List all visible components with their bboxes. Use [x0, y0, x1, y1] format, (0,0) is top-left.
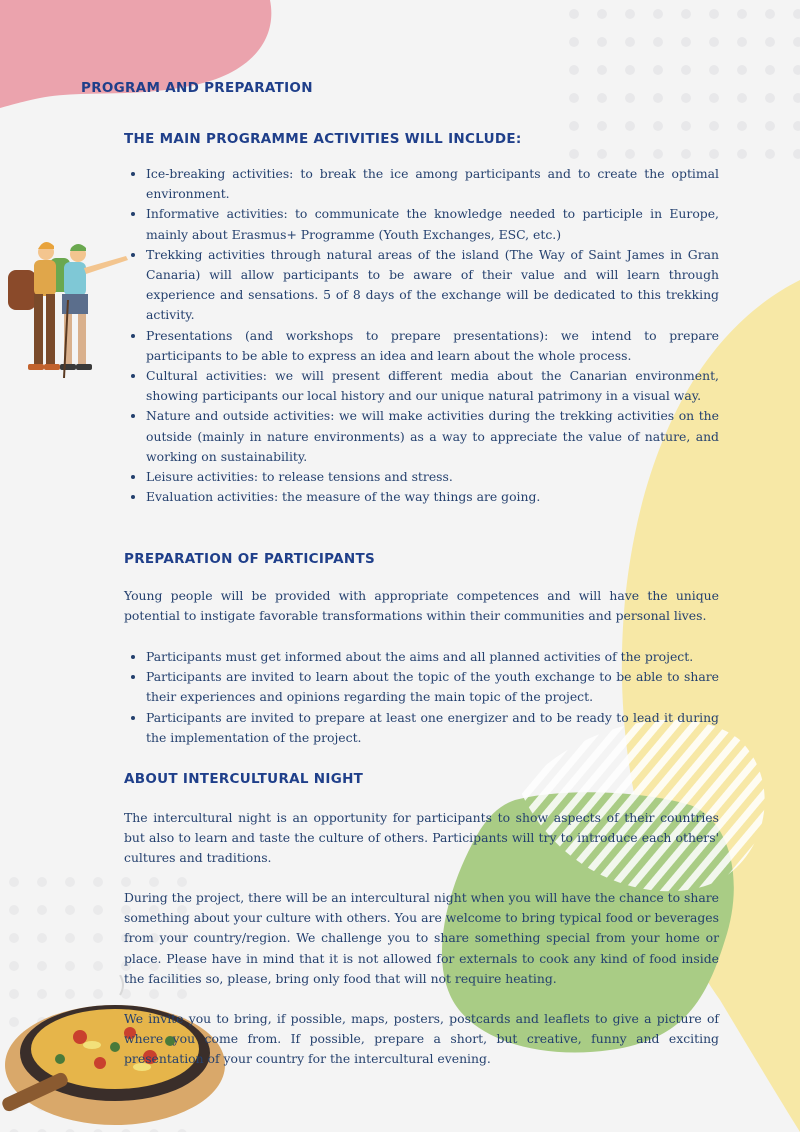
intercultural-paragraph-1: The intercultural night is an opportunity for participants to show aspects of their countries but also to learn and taste the culture of others. Participants will try to introduce each others' cultures and traditions.: [124, 810, 719, 866]
activities-heading: THE MAIN PROGRAMME ACTIVITIES WILL INCLUDE:: [124, 131, 522, 147]
intercultural-paragraph-2: During the project, there will be an intercultural night when you will have the chance to share something about your culture with others. You are welcome to bring typical food or beverages from your country/region. We challenge you to share something special from your home or place. Please have in mind that it is not allowed for externals to cook any kind of food inside the facilities so, please, bring only food that will not require heating.: [124, 890, 719, 986]
list-item: • Evaluation activities: the measure of the way things are going.: [146, 487, 719, 507]
list-item: • Informative activities: to communicate the knowledge needed to participle in Europe, mainly about Erasmus+ Programme (Youth Exchanges, ESC, etc.): [146, 204, 719, 244]
page-title: PROGRAM AND PREPARATION: [81, 80, 313, 96]
preparation-list: [124, 647, 719, 748]
list-item: • Participants must get informed about the aims and all planned activities of the project.: [146, 647, 719, 667]
list-item: • Cultural activities: we will present different media about the Canarian environment, showing participants our local history and our unique natural patrimony in a visual way.: [146, 366, 719, 406]
list-item: • Participants are invited to learn about the topic of the youth exchange to be able to share their experiences and opinions regarding the main topic of the project.: [146, 667, 719, 707]
list-item: • Nature and outside activities: we will make activities during the trekking activities on the outside (mainly in nature environments) as a way to appreciate the value of nature, and working on sustainability.: [146, 406, 719, 467]
list-item: • Participants are invited to prepare at least one energizer and to be ready to lead it during the implementation of the project.: [146, 708, 719, 748]
intercultural-paragraph-3: We invite you to bring, if possible, maps, posters, postcards and leaflets to give a picture of where you come from. If possible, prepare a short, but creative, funny and exciting presentation of your country for the intercultural evening.: [124, 1011, 719, 1067]
preparation-intro: Young people will be provided with appropriate competences and will have the unique potential to instigate favorable transformations within their communities and personal lives.: [124, 588, 719, 624]
preparation-heading: PREPARATION OF PARTICIPANTS: [124, 551, 376, 567]
activities-list: [124, 164, 719, 507]
list-item: • Leisure activities: to release tensions and stress.: [146, 467, 719, 487]
list-item: • Presentations (and workshops to prepare presentations): we intend to prepare participants to be able to express an idea and learn about the whole process.: [146, 326, 719, 366]
list-item: • Trekking activities through natural areas of the island (The Way of Saint James in Gran Canaria) will allow participants to be aware of their value and will learn through experience and sensations. 5 of 8 days of the exchange will be dedicated to this trekking activity.: [146, 245, 719, 326]
intercultural-heading: ABOUT INTERCULTURAL NIGHT: [124, 771, 364, 787]
list-item: • Ice-breaking activities: to break the ice among participants and to create the optimal environment.: [146, 164, 719, 204]
